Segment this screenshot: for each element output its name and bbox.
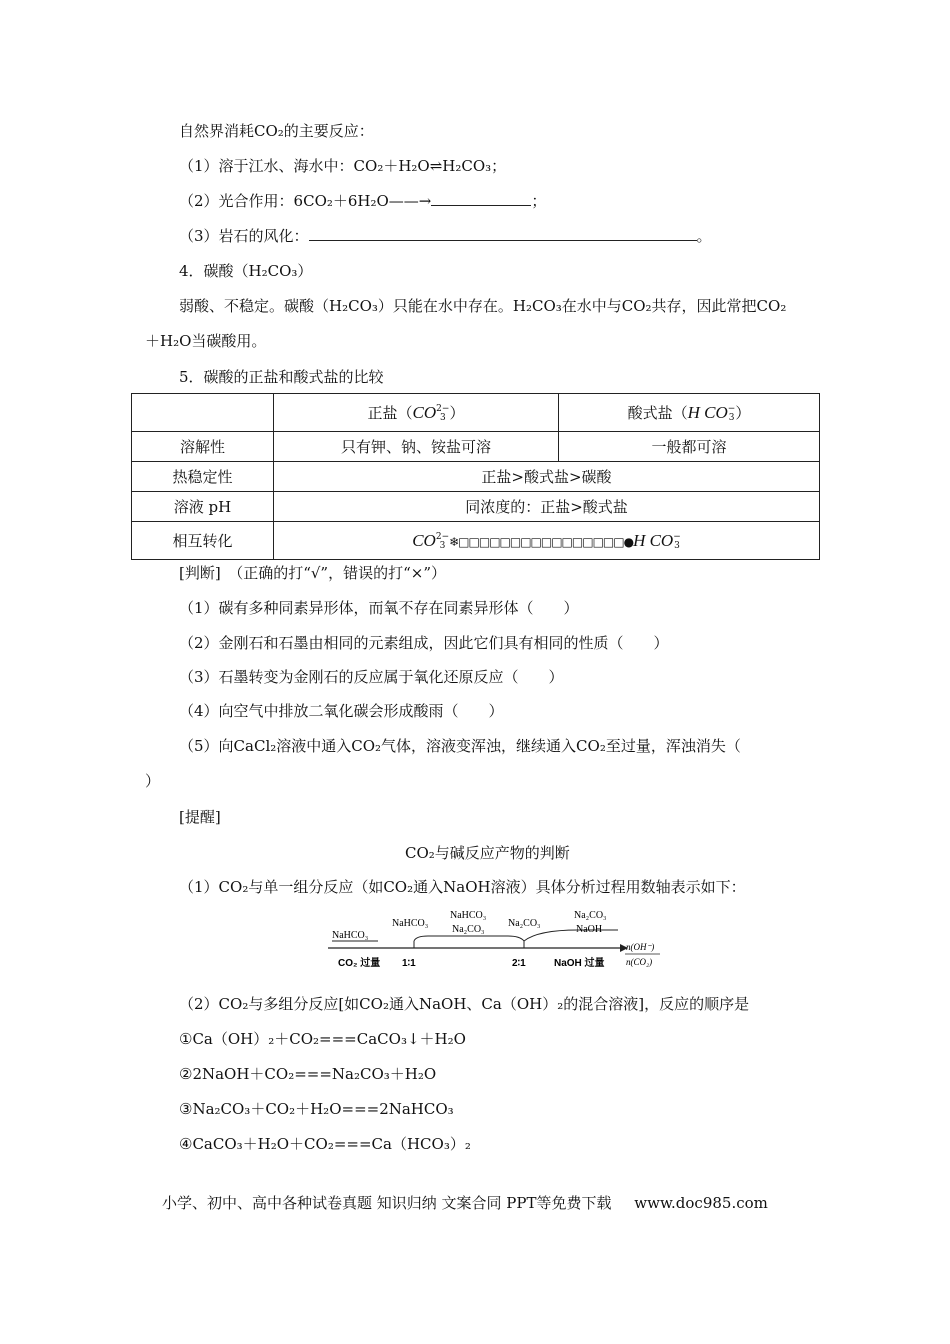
reaction-1: ①Ca（OH）₂＋CO₂===CaCO₃↓＋H₂O [179,1030,466,1048]
label-2to1: 2∶1 [512,958,526,969]
seg5a-label: Na₂CO₃ [574,910,607,921]
bracket-seg5 [524,930,618,941]
carbonic-acid-desc: 弱酸、不稳定。碳酸（H₂CO₃）只能在水中存在。H₂CO₃在水中与CO₂共存，因此常把CO₂ [179,297,787,315]
reaction-2: ②2NaOH＋CO₂===Na₂CO₃＋H₂O [179,1065,437,1083]
label-co2-excess: CO₂ 过量 [338,958,381,969]
cell-thermal-stability: 正盐>酸式盐>碳酸 [274,462,820,492]
table-header-row [132,394,820,432]
bracket-seg3 [414,936,524,941]
header-acid-salt: 酸式盐（H CO − 3 ） [559,394,820,432]
carbonic-acid-desc-cont: ＋H₂O当碳酸用。 [145,332,267,350]
photosynthesis-text: （2）光合作用：6CO₂＋6H₂O——→ [179,192,432,210]
table-row [132,462,820,492]
table-row [132,432,820,462]
weathering-end: 。 [696,227,712,245]
judge-q5-close: ） [145,772,161,790]
seg3b-label: Na₂CO₃ [452,924,485,935]
footer-url[interactable]: www.doc985.com [634,1194,768,1212]
line-co2-consumption: 自然界消耗CO₂的主要反应： [179,122,374,140]
row-label: 溶液 pH [132,492,274,522]
line-photosynthesis [179,190,546,211]
remind-p2: （2）CO₂与多组分反应[如CO₂通入NaOH、Ca（OH）₂的混合溶液]，反应的顺序是 [179,995,750,1013]
judge-title: [判断] （正确的打“√”，错误的打“×”） [179,564,447,582]
label-naoh-excess: NaOH 过量 [554,958,605,969]
ratio-denominator: n(CO₂) [626,957,653,967]
cell-interconversion: CO 2− 3 ❄□□□□□□□□□□□□□□□□●H CO − 3 [274,522,820,560]
seg5b-label: NaOH [576,924,603,935]
seg2-label: NaHCO₃ [392,918,429,929]
number-axis-diagram [318,908,668,978]
blank-photosynthesis[interactable] [431,191,531,206]
cell-normal-solubility: 只有钾、钠、铵盐可溶 [274,432,559,462]
reaction-3: ③Na₂CO₃＋CO₂＋H₂O===2NaHCO₃ [179,1100,454,1118]
section-salt-compare: 5．碳酸的正盐和酸式盐的比较 [179,368,384,386]
row-label: 溶解性 [132,432,274,462]
seg3a-label: NaHCO₃ [450,910,487,921]
salt-comparison-table [131,393,820,560]
row-label: 相互转化 [132,522,274,560]
footer [162,1192,768,1213]
judge-q5: （5）向CaCl₂溶液中通入CO₂气体，溶液变浑浊，继续通入CO₂至过量，浑浊消失（ [179,737,741,755]
header-normal-salt: 正盐（CO 2− 3 ） [274,394,559,432]
footer-text: 小学、初中、高中各种试卷真题 知识归纳 文案合同 PPT等免费下载 [162,1194,612,1212]
remind-heading: CO₂与碱反应产物的判断 [405,844,570,862]
judge-q4: （4）向空气中排放二氧化碳会形成酸雨（ ） [179,702,504,720]
seg4-label: Na₂CO₃ [508,918,541,929]
weathering-text: （3）岩石的风化： [179,227,309,245]
seg1-label: NaHCO₃ [332,930,369,941]
cell-acid-solubility: 一般都可溶 [559,432,820,462]
remind-p1: （1）CO₂与单一组分反应（如CO₂通入NaOH溶液）具体分析过程用数轴表示如下： [179,878,746,896]
row-label: 热稳定性 [132,462,274,492]
remind-title: [提醒] [179,808,221,826]
line-dissolve: （1）溶于江水、海水中：CO₂＋H₂O⇌H₂CO₃； [179,157,507,175]
section-carbonic-acid: 4．碳酸（H₂CO₃） [179,262,313,280]
table-row [132,492,820,522]
label-1to1: 1∶1 [402,958,416,969]
number-axis-svg [318,908,668,978]
table-row [132,522,820,560]
reaction-4: ④CaCO₃＋H₂O＋CO₂===Ca（HCO₃）₂ [179,1135,471,1153]
cell-ph: 同浓度的：正盐>酸式盐 [274,492,820,522]
judge-q2: （2）金刚石和石墨由相同的元素组成，因此它们具有相同的性质（ ） [179,634,669,652]
line-weathering [179,225,712,246]
judge-q3: （3）石墨转变为金刚石的反应属于氧化还原反应（ ） [179,668,564,686]
photosynthesis-end: ； [531,192,547,210]
judge-q1: （1）碳有多种同素异形体，而氧不存在同素异形体（ ） [179,599,579,617]
ratio-numerator: n(OH⁻) [626,942,655,952]
blank-weathering[interactable] [309,226,697,241]
table-corner-cell [132,394,274,432]
